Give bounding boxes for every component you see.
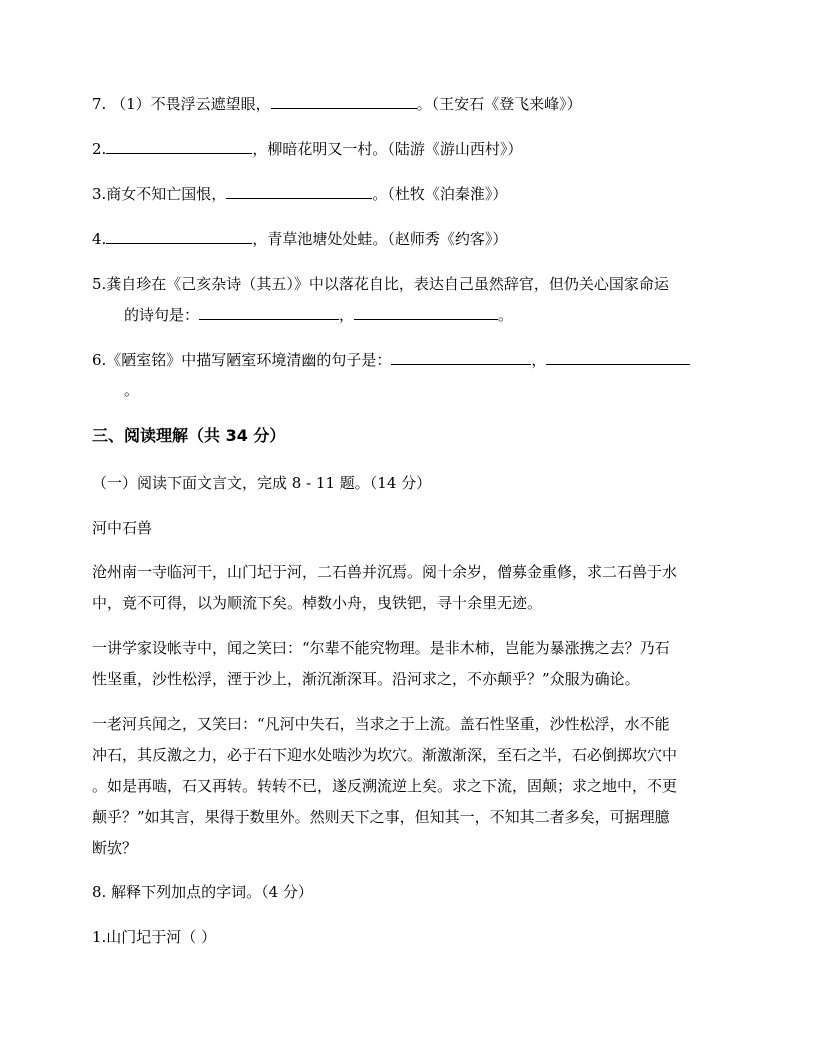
question-2-number: 2. (92, 140, 107, 158)
answer-blank[interactable] (546, 350, 690, 365)
period: 。 (498, 306, 514, 324)
question-2 (92, 139, 522, 159)
passage-line: 断欤？ (92, 839, 138, 857)
answer-blank[interactable] (354, 305, 498, 320)
question-5-line-2 (124, 305, 513, 325)
passage-line: 颠乎？”如其言，果得于数里外。然则天下之事，但知其一，不知其二者多矣，可据理臆 (92, 808, 670, 826)
answer-blank[interactable] (226, 184, 372, 199)
answer-blank[interactable] (106, 139, 252, 154)
passage-line: 一讲学家设帐寺中，闻之笑曰：“尔辈不能究物理。是非木柿，岂能为暴涨携之去？乃石 (92, 639, 670, 657)
question-8: 8. 解释下列加点的字词。（4 分） (92, 883, 313, 901)
question-2-text: ，柳暗花明又一村。（陆游《游山西村》） (252, 140, 523, 158)
question-7-source: 。（王安石《登飞来峰》） (416, 95, 582, 113)
passage-title: 河中石兽 (92, 519, 153, 537)
answer-blank[interactable] (199, 305, 339, 320)
passage-line: 性坚重，沙性松浮，湮于沙上，渐沉渐深耳。沿河求之，不亦颠乎？”众服为确论。 (92, 670, 640, 688)
comma: ， (339, 306, 355, 324)
question-6 (92, 350, 690, 370)
part-intro: （一）阅读下面文言文，完成 8 - 11 题。（14 分） (92, 474, 432, 492)
question-3-source: 。（杜牧《泊秦淮》） (372, 185, 508, 203)
section-heading: 三、阅读理解（共 34 分） (92, 426, 286, 445)
question-5-line-1: 5.龚自珍在《己亥杂诗（其五）》中以落花自比，表达自己虽然辞官，但仍关心国家命运 (92, 275, 669, 293)
question-5-prompt: 的诗句是： (124, 306, 200, 324)
question-6-text: 6.《陋室铭》中描写陋室环境清幽的句子是： (92, 351, 392, 369)
question-4-number: 4. (92, 230, 107, 248)
question-8-item-1: 1.山门圮于河（ ） (92, 928, 217, 946)
answer-blank[interactable] (106, 229, 252, 244)
question-4 (92, 229, 507, 249)
passage-line: 。如是再啮，石又再转。转转不已，遂反溯流逆上矣。求之下流，固颠；求之地中，不更 (92, 777, 678, 795)
question-3 (92, 184, 507, 204)
passage-line: 冲石，其反激之力，必于石下迎水处啮沙为坎穴。渐激渐深，至石之半，石必倒掷坎穴中 (92, 746, 678, 764)
comma: ， (531, 351, 547, 369)
question-4-text: ，青草池塘处处蛙。（赵师秀《约客》） (252, 230, 508, 248)
answer-blank[interactable] (391, 350, 531, 365)
question-6-end: 。 (124, 381, 140, 399)
passage-line: 中，竟不可得，以为顺流下矣。棹数小舟，曳铁钯，寻十余里无迹。 (92, 594, 543, 612)
question-7-text: 7. （1）不畏浮云遮望眼， (92, 95, 271, 113)
question-7 (92, 94, 582, 114)
question-3-text: 3.商女不知亡国恨， (92, 185, 227, 203)
passage-line: 一老河兵闻之，又笑曰：“凡河中失石，当求之于上流。盖石性坚重，沙性松浮，水不能 (92, 715, 670, 733)
passage-line: 沧州南一寺临河干，山门圮于河，二石兽并沉焉。阅十余岁，僧募金重修，求二石兽于水 (92, 563, 678, 581)
answer-blank[interactable] (271, 94, 417, 109)
